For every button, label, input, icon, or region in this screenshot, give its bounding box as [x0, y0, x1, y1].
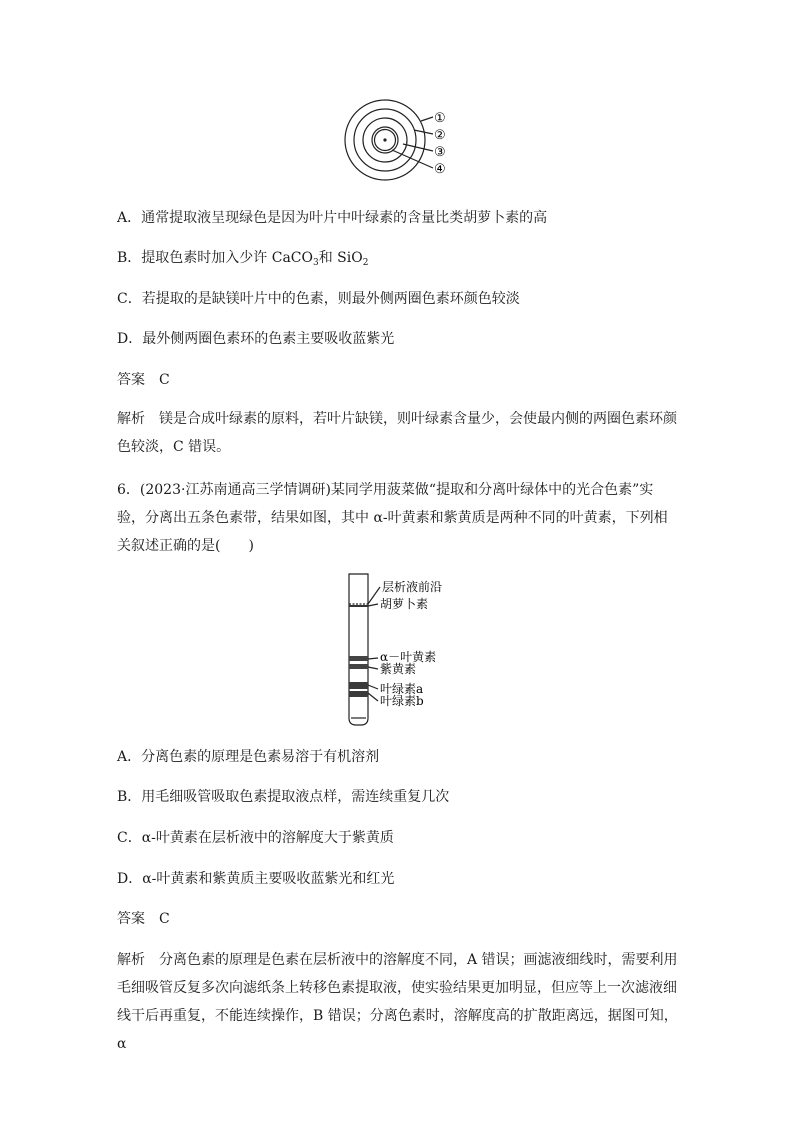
band-carotene [349, 605, 368, 607]
q5-option-b: B．提取色素时加入少许 CaCO$_3$和 SiO$_2$ [117, 250, 369, 268]
ring-label-1: ① [434, 111, 446, 126]
label-alpha-lutein: α－叶黄素 [380, 650, 437, 664]
center-dot [383, 138, 386, 141]
band-alpha-lutein [349, 656, 368, 661]
pigment-ring-diagram [330, 92, 470, 184]
band-chlorophyll-b [349, 691, 368, 697]
band-violaxanthin [349, 664, 368, 669]
q6-answer: 答案 C [117, 911, 170, 927]
ring-label-3: ③ [434, 145, 446, 160]
chromatography-strip-diagram [340, 572, 460, 730]
q5-answer: 答案 C [117, 372, 170, 388]
q6-stem: 6．(2023·江苏南通高三学情调研)某同学用菠菜做“提取和分离叶绿体中的光合色素”实验，分离出五条色素带，结果如图，其中 α-叶黄素和紫黄质是两种不同的叶黄素，下列相关叙述正确的是( ) [117, 482, 668, 554]
label-violaxanthin: 紫黄素 [380, 662, 417, 676]
q6-option-d: D．α-叶黄素和紫黄质主要吸收蓝紫光和红光 [117, 871, 395, 887]
q5-analysis: 解析 镁是合成叶绿素的原料，若叶片缺镁，则叶绿素含量少，会使最内侧的两圈色素环颜色较淡，C 错误。 [117, 411, 677, 455]
label-chlorophyll-a: 叶绿素a [380, 682, 424, 696]
ring-label-2: ② [434, 128, 446, 143]
ring-label-4: ④ [434, 162, 446, 177]
filter-paper-strip [349, 574, 368, 725]
label-carotene: 胡萝卜素 [380, 597, 429, 611]
q6-option-c: C．α-叶黄素在层析液中的溶解度大于紫黄质 [117, 830, 394, 846]
q6-analysis: 解析 分离色素的原理是色素在层析液中的溶解度不同，A 错误；画滤液细线时，需要利用毛细吸管反复多次向滤纸条上转移色素提取液，使实验结果更加明显，但应等上一次滤液细线干后再重复，不能连续操作，B 错误；分离色素时，溶解度高的扩散距离远，据图可知，α [117, 952, 678, 1052]
q5-option-a: A．通常提取液呈现绿色是因为叶片中叶绿素的含量比类胡萝卜素的高 [117, 210, 548, 226]
q5-option-d: D．最外侧两圈色素环的色素主要吸收蓝紫光 [117, 331, 395, 347]
label-chlorophyll-b: 叶绿素b [380, 694, 424, 708]
q6-option-a: A．分离色素的原理是色素易溶于有机溶剂 [117, 749, 380, 765]
band-chlorophyll-a [349, 682, 368, 689]
label-solvent-front: 层析液前沿 [382, 580, 443, 594]
q5-option-c: C．若提取的是缺镁叶片中的色素，则最外侧两圈色素环颜色较淡 [117, 291, 520, 307]
q6-option-b: B．用毛细吸管吸取色素提取液点样，需连续重复几次 [117, 789, 450, 805]
